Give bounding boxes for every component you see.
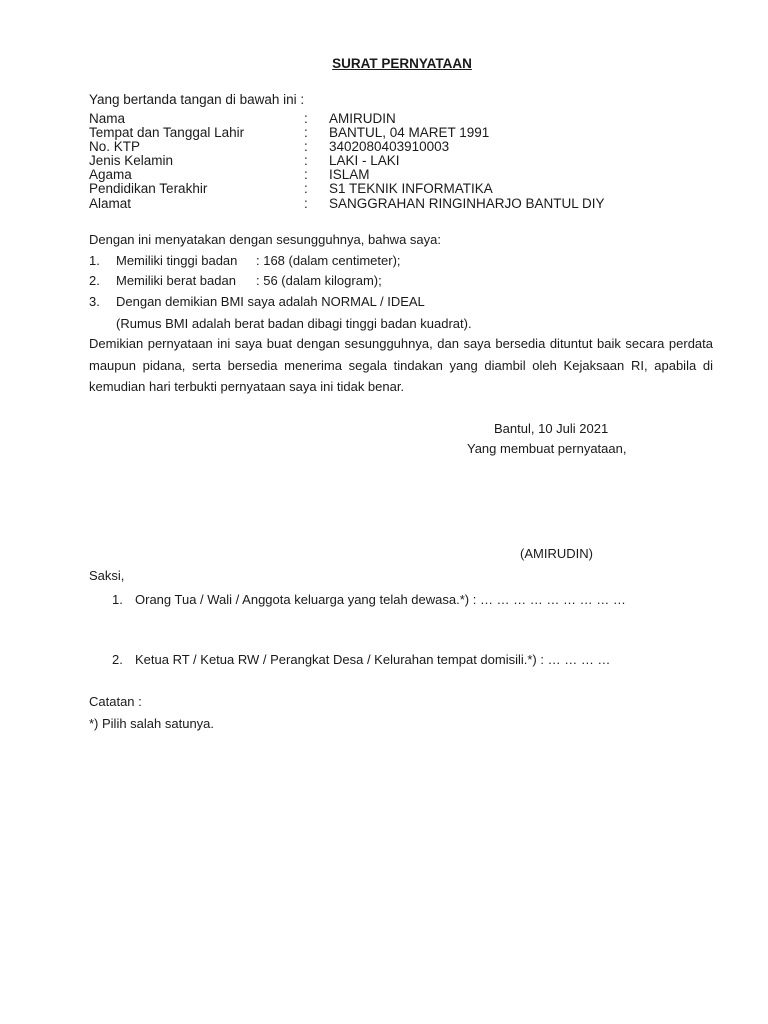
document-title: SURAT PERNYATAAN [332,56,472,71]
identity-label: Agama [89,167,132,182]
witness-number: 2. [112,652,123,667]
statement-number: 1. [89,253,100,268]
identity-separator: : [304,181,308,196]
identity-separator: : [304,196,308,211]
note-text: *) Pilih salah satunya. [89,716,215,731]
signer-name: (AMIRUDIN) [520,546,593,561]
identity-value: AMIRUDIN [329,111,396,126]
identity-label: No. KTP [89,139,141,154]
witness-heading: Saksi, [89,568,125,583]
identity-label: Tempat dan Tanggal Lahir [89,125,245,140]
statement-label: Memiliki tinggi badan [116,253,238,268]
identity-separator: : [304,139,308,154]
statement-intro: Dengan ini menyatakan dengan sesungguhnya, bahwa saya: [89,232,441,247]
identity-value: S1 TEKNIK INFORMATIKA [329,181,493,196]
intro-text: Yang bertanda tangan di bawah ini : [89,92,305,107]
identity-label: Jenis Kelamin [89,153,174,168]
identity-value: BANTUL, 04 MARET 1991 [329,125,490,140]
identity-separator: : [304,153,308,168]
identity-separator: : [304,167,308,182]
identity-separator: : [304,111,308,126]
signer-caption: Yang membuat pernyataan, [467,441,627,456]
bmi-note: (Rumus BMI adalah berat badan dibagi tinggi badan kuadrat). [116,316,472,331]
witness-number: 1. [112,592,123,607]
place-date: Bantul, 10 Juli 2021 [494,421,609,436]
statement-label: Dengan demikian BMI saya adalah NORMAL / IDEAL [116,294,425,309]
identity-value: SANGGRAHAN RINGINHARJO BANTUL DIY [329,196,605,211]
statement-label: Memiliki berat badan [116,273,236,288]
identity-separator: : [304,125,308,140]
identity-value: LAKI - LAKI [329,153,400,168]
statement-number: 3. [89,294,100,309]
witness-line: Ketua RT / Ketua RW / Perangkat Desa / Kelurahan tempat domisili.*) : … … … … [135,652,611,667]
identity-label: Pendidikan Terakhir [89,181,208,196]
identity-label: Alamat [89,196,132,211]
identity-label: Nama [89,111,126,126]
closing-paragraph: Demikian pernyataan ini saya buat dengan sesungguhnya, dan saya bersedia dituntut baik secara perdata maupun pidana, serta bersedia menerima segala tindakan yang diambil oleh Kejaksaan RI, apabila di kemudian hari terbukti pernyataan saya ini tidak benar. [89,336,713,394]
note-heading: Catatan : [89,694,142,709]
witness-line: Orang Tua / Wali / Anggota keluarga yang telah dewasa.*) : … … … … … … … … … [135,592,626,607]
statement-value: : 56 (dalam kilogram); [256,273,382,288]
statement-value: : 168 (dalam centimeter); [256,253,401,268]
identity-value: ISLAM [329,167,370,182]
statement-number: 2. [89,273,100,288]
identity-value: 3402080403910003 [329,139,450,154]
